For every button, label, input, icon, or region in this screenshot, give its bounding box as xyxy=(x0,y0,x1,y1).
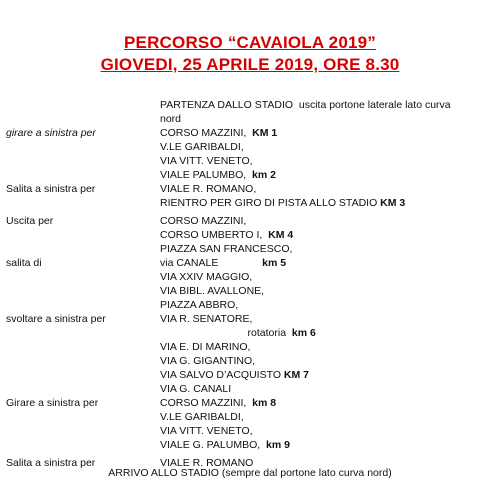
route-row xyxy=(0,154,500,169)
route-row xyxy=(0,326,500,341)
route-row xyxy=(0,284,500,299)
km-marker: km 2 xyxy=(252,169,276,181)
document-title: PERCORSO “CAVAIOLA 2019” xyxy=(124,33,376,52)
km-marker: km 6 xyxy=(291,327,316,339)
street-text: VIALE R. ROMANO, xyxy=(160,183,257,195)
route-row xyxy=(0,256,500,271)
route-row xyxy=(0,424,500,439)
route-row xyxy=(0,438,500,453)
route-row xyxy=(0,112,500,127)
street-text: PARTENZA DALLO STADIO uscita portone laterale lato curva xyxy=(160,99,451,111)
km-marker: KM 4 xyxy=(268,229,294,241)
direction-label: Salita a sinistra per xyxy=(6,183,96,195)
route-row xyxy=(0,270,500,285)
arrival-note: ARRIVO ALLO STADIO (sempre dal portone lato curva nord) xyxy=(108,467,392,479)
street-text: rotatoria km 6 xyxy=(160,327,316,339)
route-row xyxy=(0,228,500,243)
street-text: VIA SALVO D’ACQUISTO KM 7 xyxy=(160,369,309,381)
direction-label: salita di xyxy=(6,257,42,269)
street-text: VIA R. SENATORE, xyxy=(160,313,253,325)
km-marker: KM 7 xyxy=(283,369,309,381)
street-text: VIA E. DI MARINO, xyxy=(160,341,251,353)
street-text: PIAZZA ABBRO, xyxy=(160,299,239,311)
direction-label: girare a sinistra per xyxy=(6,127,96,139)
km-marker: km 5 xyxy=(262,257,287,269)
route-row xyxy=(0,382,500,397)
street-text: V.LE GARIBALDI, xyxy=(160,411,244,423)
route-row xyxy=(0,214,500,229)
street-text: nord xyxy=(160,113,182,125)
route-row xyxy=(0,242,500,257)
street-text: PIAZZA SAN FRANCESCO, xyxy=(160,243,293,255)
street-text: VIA G. CANALI xyxy=(160,383,232,395)
km-marker: km 8 xyxy=(252,397,277,409)
street-text: CORSO UMBERTO I, KM 4 xyxy=(160,229,294,241)
street-text: VIALE PALUMBO, km 2 xyxy=(160,169,276,181)
route-row xyxy=(0,396,500,411)
street-text: VIA VITT. VENETO, xyxy=(160,425,253,437)
route-row xyxy=(0,182,500,197)
route-row xyxy=(0,126,500,141)
street-text: VIA VITT. VENETO, xyxy=(160,155,253,167)
street-text: CORSO MAZZINI, xyxy=(160,215,247,227)
street-text: VIA XXIV MAGGIO, xyxy=(160,271,253,283)
km-marker: KM 3 xyxy=(380,197,406,209)
street-text: CORSO MAZZINI, KM 1 xyxy=(160,127,278,139)
street-text: VIA G. GIGANTINO, xyxy=(160,355,256,367)
route-row xyxy=(0,340,500,355)
street-text: CORSO MAZZINI, km 8 xyxy=(160,397,277,409)
route-row xyxy=(0,168,500,183)
km-marker: km 9 xyxy=(266,439,290,451)
km-marker: KM 1 xyxy=(252,127,278,139)
street-text: VIA BIBL. AVALLONE, xyxy=(160,285,265,297)
direction-label: Girare a sinistra per xyxy=(6,397,99,409)
route-row xyxy=(0,410,500,425)
route-row xyxy=(0,368,500,383)
route-row xyxy=(0,312,500,327)
route-row xyxy=(0,98,500,113)
document-subtitle: GIOVEDI, 25 APRILE 2019, ORE 8.30 xyxy=(100,55,400,74)
street-text: RIENTRO PER GIRO DI PISTA ALLO STADIO KM 3 xyxy=(160,197,406,209)
route-row xyxy=(0,298,500,313)
street-text: VIALE R. ROMANO xyxy=(160,457,254,469)
street-text: VIALE G. PALUMBO, km 9 xyxy=(160,439,290,451)
street-text: via CANALE km 5 xyxy=(160,257,287,269)
route-row xyxy=(0,196,500,211)
street-text: V.LE GARIBALDI, xyxy=(160,141,244,153)
direction-label: Salita a sinistra per xyxy=(6,457,96,469)
route-row xyxy=(0,140,500,155)
direction-label: Uscita per xyxy=(6,215,54,227)
direction-label: svoltare a sinistra per xyxy=(6,313,106,325)
route-row xyxy=(0,354,500,369)
